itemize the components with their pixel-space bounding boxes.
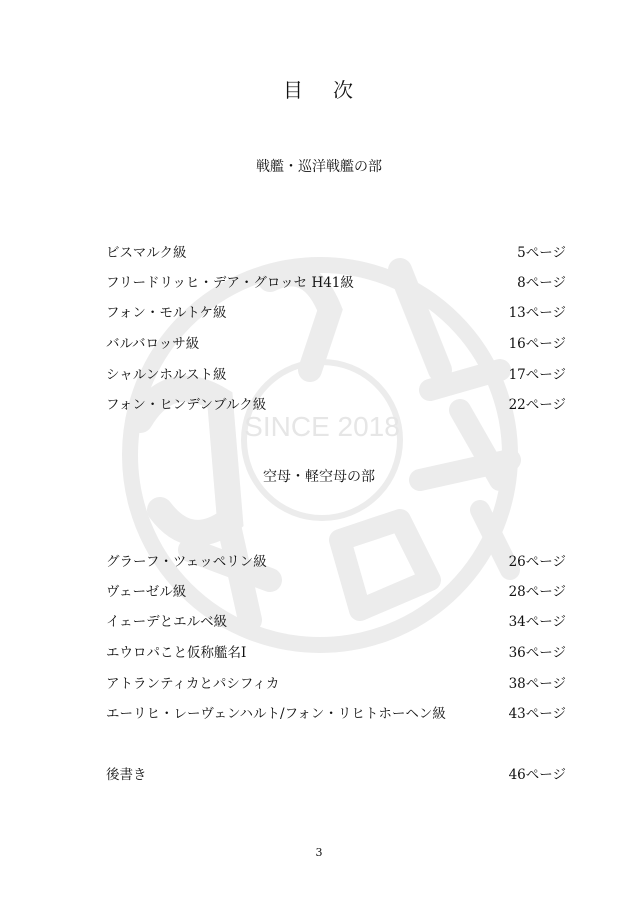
toc-entry-page: 36ページ bbox=[508, 645, 566, 661]
page-number: 3 bbox=[315, 846, 323, 859]
toc-entry[interactable] bbox=[106, 582, 566, 602]
toc-entry-page: 46ページ bbox=[508, 767, 566, 783]
watermark-text: SINCE 2018 bbox=[244, 411, 400, 442]
toc-entry-title: バルバロッサ級 bbox=[106, 336, 200, 352]
toc-entry-page: 28ページ bbox=[508, 584, 566, 600]
toc-entry-title: シャルンホルスト級 bbox=[106, 367, 227, 383]
toc-entry-title: イェーデとエルベ級 bbox=[106, 614, 228, 630]
toc-entry-page: 16ページ bbox=[508, 336, 566, 352]
title-char: 次 bbox=[333, 78, 355, 102]
toc-entry[interactable] bbox=[106, 273, 566, 293]
toc-entry-title: グラーフ・ツェッペリン級 bbox=[106, 554, 267, 570]
toc-entry[interactable] bbox=[106, 334, 566, 354]
toc-entry-page: 43ページ bbox=[508, 706, 566, 722]
toc-entry-title: 後書き bbox=[106, 767, 147, 783]
toc-entry-page: 5ページ bbox=[517, 245, 566, 261]
toc-entry-title: フリードリッヒ・デア・グロッセ H41級 bbox=[106, 275, 354, 291]
toc-entry-page: 38ページ bbox=[508, 676, 566, 692]
toc-entry[interactable] bbox=[106, 303, 566, 323]
page-title bbox=[0, 74, 638, 103]
toc-entry-page: 34ページ bbox=[508, 614, 566, 630]
toc-entry-title: フォン・ヒンデンブルク級 bbox=[106, 397, 267, 413]
toc-entry[interactable] bbox=[106, 674, 566, 694]
toc-entry-page: 13ページ bbox=[508, 305, 566, 321]
section-heading-carriers: 空母・軽空母の部 bbox=[263, 469, 375, 485]
toc-entry-afterword[interactable] bbox=[106, 765, 566, 785]
toc-entry-page: 26ページ bbox=[508, 554, 566, 570]
toc-entry[interactable] bbox=[106, 552, 566, 572]
toc-entry[interactable] bbox=[106, 395, 566, 415]
toc-entry[interactable] bbox=[106, 243, 566, 263]
toc-entry-title: ビスマルク級 bbox=[106, 245, 187, 261]
toc-entry-page: 8ページ bbox=[517, 275, 566, 291]
toc-entry-title: フォン・モルトケ級 bbox=[106, 305, 227, 321]
toc-entry-title: エーリヒ・レーヴェンハルト/フォン・リヒトホーヘン級 bbox=[106, 706, 446, 722]
toc-entry-page: 17ページ bbox=[508, 367, 566, 383]
toc-entry[interactable] bbox=[106, 704, 566, 724]
toc-entry-page: 22ページ bbox=[508, 397, 566, 413]
toc-entry[interactable] bbox=[106, 643, 566, 663]
title-char: 目 bbox=[283, 78, 305, 102]
toc-entry-title: エウロパこと仮称艦名I bbox=[106, 645, 247, 661]
toc-entry-title: アトランティカとパシフィカ bbox=[106, 676, 280, 692]
toc-entry[interactable] bbox=[106, 365, 566, 385]
toc-entry-title: ヴェーゼル級 bbox=[106, 584, 187, 600]
toc-entry[interactable] bbox=[106, 612, 566, 632]
section-heading-battleships: 戦艦・巡洋戦艦の部 bbox=[256, 159, 382, 175]
